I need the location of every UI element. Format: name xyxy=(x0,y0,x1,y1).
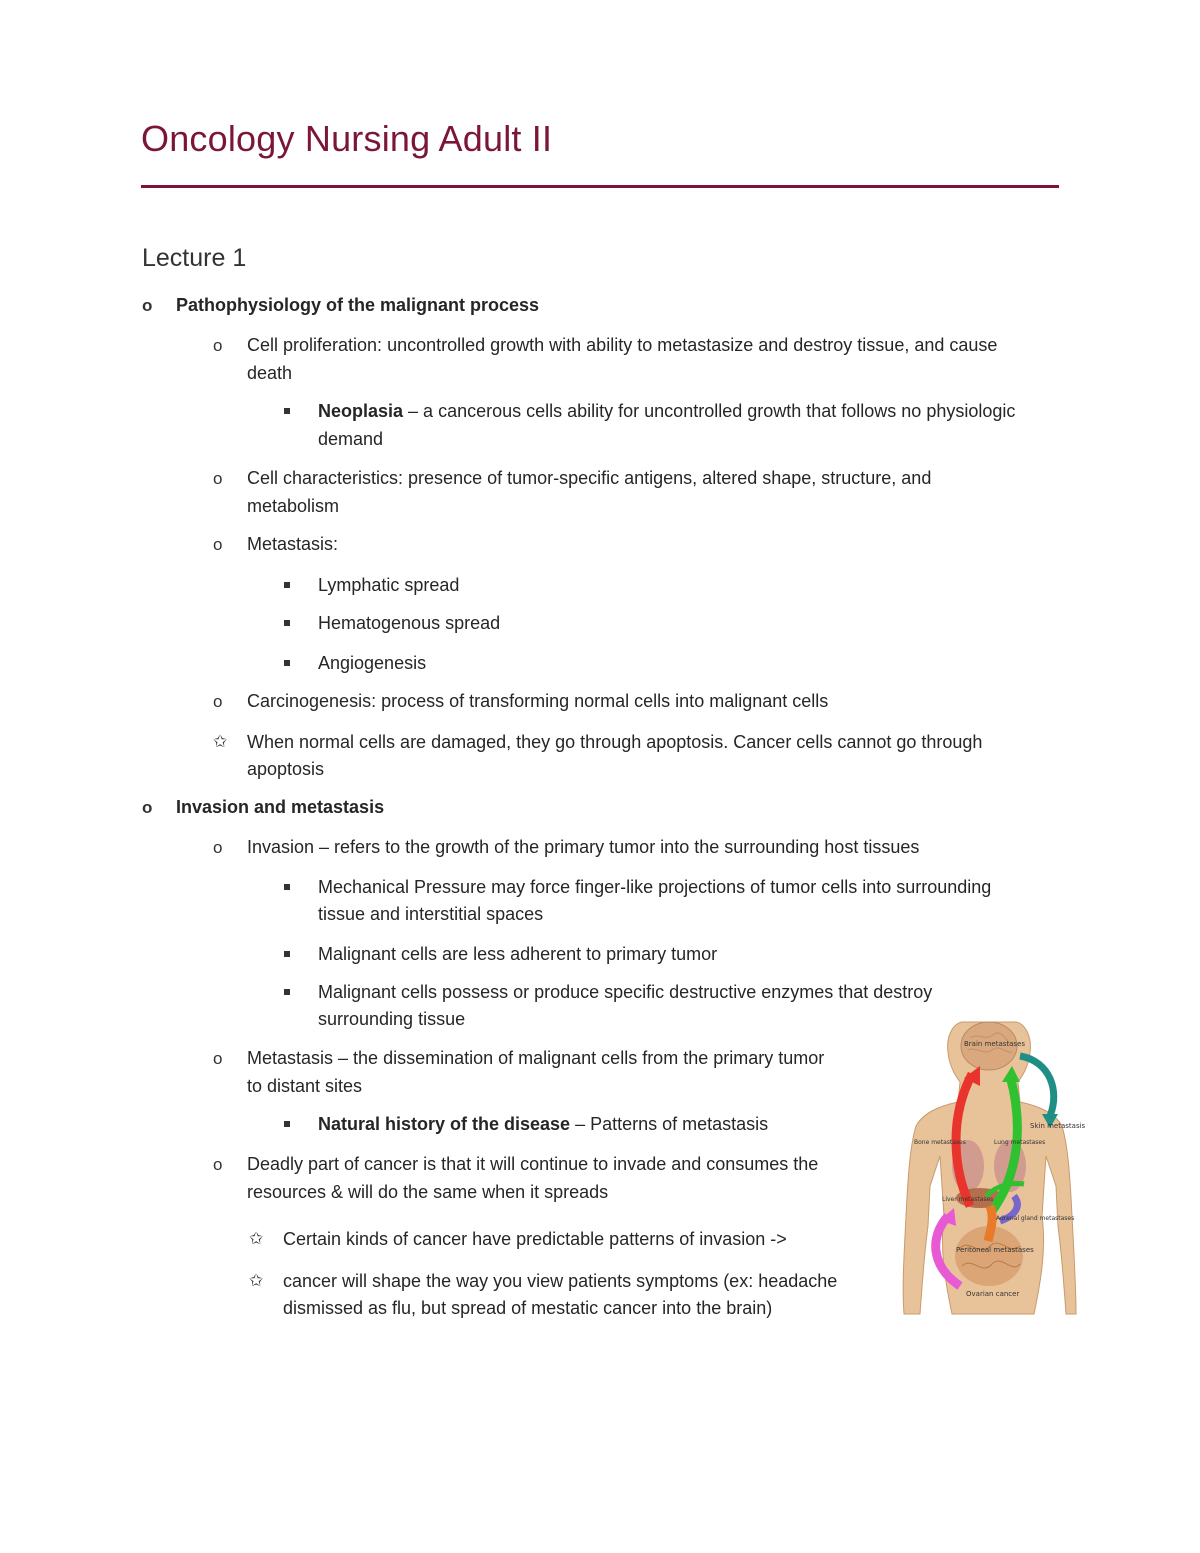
list-item-shape-view: cancer will shape the way you view patients symptoms (ex: headache xyxy=(283,1271,838,1291)
list-item-angiogenesis: Angiogenesis xyxy=(318,653,427,673)
list-item-cell-proliferation: Cell proliferation: uncontrolled growth with ability to metastasize and destroy tissue, and cause xyxy=(247,335,998,355)
list-item-metastasis-definition-cont: to distant sites xyxy=(247,1076,363,1096)
list-item-enzymes: Malignant cells possess or produce specific destructive enzymes that destroy xyxy=(318,982,933,1002)
list-item-natural-history xyxy=(318,1110,768,1138)
neoplasia-definition: – a cancerous cells ability for uncontrolled growth that follows no physiologic xyxy=(403,401,1016,421)
list-item-carcinogenesis: Carcinogenesis: process of transforming normal cells into malignant cells xyxy=(247,691,829,711)
bullet-marker: o xyxy=(213,838,223,857)
list-item-metastasis-definition: Metastasis – the dissemination of malignant cells from the primary tumor xyxy=(247,1048,825,1068)
list-item-mechanical-pressure: Mechanical Pressure may force finger-like projections of tumor cells into surrounding xyxy=(318,877,992,897)
list-item-hematogenous: Hematogenous spread xyxy=(318,613,501,633)
list-item-apoptosis: When normal cells are damaged, they go through apoptosis. Cancer cells cannot go through xyxy=(247,732,983,752)
list-item-cell-characteristics: Cell characteristics: presence of tumor-specific antigens, altered shape, structure, and xyxy=(247,468,932,488)
bullet-marker-square xyxy=(284,1121,290,1127)
label-skin: Skin metastasis xyxy=(1030,1122,1086,1130)
star-bullet-icon: ✩ xyxy=(249,1271,264,1290)
list-item-cell-proliferation-cont: death xyxy=(247,363,293,383)
bullet-marker: o xyxy=(213,1049,223,1068)
bullet-marker-square xyxy=(284,989,290,995)
bullet-marker-square xyxy=(284,884,290,890)
bullet-marker: o xyxy=(213,1155,223,1174)
bullet-marker-square xyxy=(284,951,290,957)
label-lung: Lung metastases xyxy=(994,1139,1046,1146)
star-bullet-icon: ✩ xyxy=(213,732,228,751)
bullet-marker: o xyxy=(213,469,223,488)
list-item-metastasis: Metastasis: xyxy=(247,534,339,554)
heading-invasion-metastasis: Invasion and metastasis xyxy=(176,797,385,817)
list-item-predictable-patterns: Certain kinds of cancer have predictable patterns of invasion -> xyxy=(283,1229,787,1249)
list-item-deadly-part-cont: resources & will do the same when it spreads xyxy=(247,1182,609,1202)
label-peritoneum: Peritoneal metastases xyxy=(956,1246,1034,1254)
label-ovary: Ovarian cancer xyxy=(966,1290,1020,1298)
bullet-marker-square xyxy=(284,582,290,588)
bullet-marker-square xyxy=(284,660,290,666)
bullet-marker: o xyxy=(142,798,153,817)
list-item-invasion: Invasion – refers to the growth of the primary tumor into the surrounding host tissues xyxy=(247,837,920,857)
page-title: Oncology Nursing Adult II xyxy=(141,118,553,159)
bullet-marker-square xyxy=(284,408,290,414)
bullet-marker: o xyxy=(213,692,223,711)
list-item-shape-view-cont: dismissed as flu, but spread of mestatic cancer into the brain) xyxy=(283,1298,773,1318)
label-adrenal: Adrenal gland metastases xyxy=(996,1215,1075,1222)
list-item-less-adherent: Malignant cells are less adherent to primary tumor xyxy=(318,944,718,964)
star-bullet-icon: ✩ xyxy=(249,1229,264,1248)
list-item-mechanical-pressure-cont: tissue and interstitial spaces xyxy=(318,904,544,924)
label-liver: Liver metastases xyxy=(942,1196,994,1203)
natural-history-rest: – Patterns of metastasis xyxy=(570,1114,769,1134)
heading-pathophysiology: Pathophysiology of the malignant process xyxy=(176,295,540,315)
list-item-neoplasia-cont: demand xyxy=(318,429,384,449)
section-heading-lecture: Lecture 1 xyxy=(142,244,247,272)
list-item-enzymes-cont: surrounding tissue xyxy=(318,1009,466,1029)
bullet-marker: o xyxy=(213,535,223,554)
label-brain: Brain metastases xyxy=(964,1040,1026,1048)
list-item-lymphatic: Lymphatic spread xyxy=(318,575,460,595)
bullet-marker: o xyxy=(142,296,153,315)
term-neoplasia: Neoplasia xyxy=(318,401,404,421)
title-divider xyxy=(141,185,1059,188)
term-natural-history: Natural history of the disease xyxy=(318,1114,571,1134)
list-item-cell-characteristics-cont: metabolism xyxy=(247,496,340,516)
metastasis-body-illustration xyxy=(900,1016,1086,1316)
arrow-orange xyxy=(988,1206,992,1241)
bullet-marker: o xyxy=(213,336,223,355)
list-item-deadly-part: Deadly part of cancer is that it will continue to invade and consumes the xyxy=(247,1154,819,1174)
list-item-neoplasia xyxy=(318,397,1015,425)
label-bone: Bone metastases xyxy=(914,1139,966,1146)
bullet-marker-square xyxy=(284,620,290,626)
list-item-apoptosis-cont: apoptosis xyxy=(247,759,325,779)
